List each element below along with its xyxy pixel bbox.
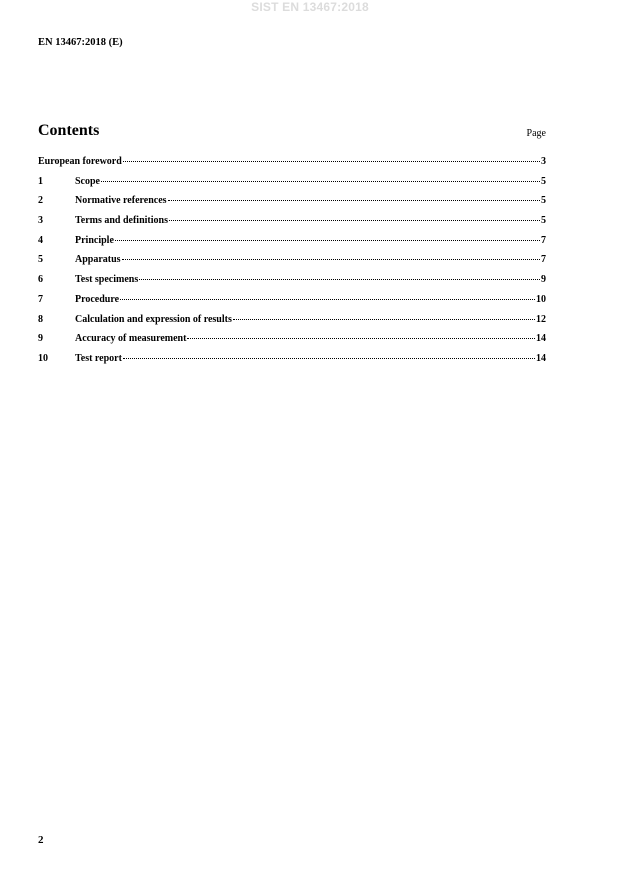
toc-entry-page: 7 (541, 234, 546, 246)
toc-entry-principle[interactable] (38, 235, 546, 255)
toc-entry-accuracy[interactable] (38, 333, 546, 353)
toc-leader-dots (187, 338, 535, 339)
toc-entry-test-report[interactable] (38, 353, 546, 373)
toc-entry-page: 7 (541, 254, 546, 266)
toc-entry-page: 5 (541, 195, 546, 207)
toc-entry-page: 5 (541, 215, 546, 227)
toc-entry-number: 8 (38, 313, 43, 325)
toc-entry-number: 2 (38, 195, 43, 207)
toc-leader-dots (101, 181, 540, 182)
toc-entry-title: Apparatus (75, 254, 121, 266)
contents-title: Contents (38, 122, 100, 139)
toc-entry-title: Normative references (75, 195, 167, 207)
toc-entry-page: 10 (536, 293, 546, 305)
page-number: 2 (38, 834, 44, 846)
toc-leader-dots (168, 200, 540, 201)
toc-entry-number: 10 (38, 352, 48, 364)
toc-leader-dots (122, 259, 540, 260)
toc-leader-dots (169, 220, 540, 221)
toc-entry-test-specimens[interactable] (38, 274, 546, 294)
toc-entry-terms-and-definitions[interactable] (38, 215, 546, 235)
toc-entry-foreword[interactable] (38, 156, 546, 176)
toc-entry-page: 3 (541, 156, 546, 167)
watermark: SIST EN 13467:2018 (251, 0, 369, 14)
toc-entry-page: 14 (536, 352, 546, 364)
toc-entry-scope[interactable] (38, 176, 546, 196)
toc-entry-page: 14 (536, 333, 546, 345)
toc-entry-title: Procedure (75, 293, 120, 305)
toc-leader-dots (139, 279, 540, 280)
toc-entry-title: Accuracy of measurement (75, 333, 187, 345)
toc-leader-dots (233, 319, 535, 320)
toc-entry-number: 4 (38, 234, 43, 246)
toc-entry-apparatus[interactable] (38, 254, 546, 274)
toc-entry-title: Calculation and expression of results (75, 313, 232, 325)
document-id: EN 13467:2018 (E) (38, 37, 123, 48)
page-column-label: Page (526, 128, 546, 139)
toc-leader-dots (120, 299, 535, 300)
toc-entry-number: 3 (38, 215, 43, 227)
toc-entry-page: 12 (536, 313, 546, 325)
toc-leader-dots (123, 161, 540, 162)
toc-entry-normative-references[interactable] (38, 195, 546, 215)
toc-entry-title: Test specimens (75, 274, 139, 286)
toc-entry-title: Scope (75, 175, 100, 187)
toc-entry-page: 5 (541, 175, 546, 187)
toc-leader-dots (123, 358, 535, 359)
toc-entry-number: 6 (38, 274, 43, 286)
toc-entry-number: 9 (38, 333, 43, 345)
toc-entry-number: 1 (38, 175, 43, 187)
toc-entry-title: European foreword (38, 156, 122, 167)
toc-leader-dots (115, 240, 540, 241)
toc-entry-calculation[interactable] (38, 314, 546, 334)
toc-entry-number: 7 (38, 293, 43, 305)
toc-entry-number: 5 (38, 254, 43, 266)
table-of-contents (38, 156, 546, 373)
toc-entry-page: 9 (541, 274, 546, 286)
toc-entry-title: Principle (75, 234, 114, 246)
toc-entry-procedure[interactable] (38, 294, 546, 314)
toc-entry-title: Terms and definitions (75, 215, 168, 227)
toc-entry-title: Test report (75, 352, 122, 364)
